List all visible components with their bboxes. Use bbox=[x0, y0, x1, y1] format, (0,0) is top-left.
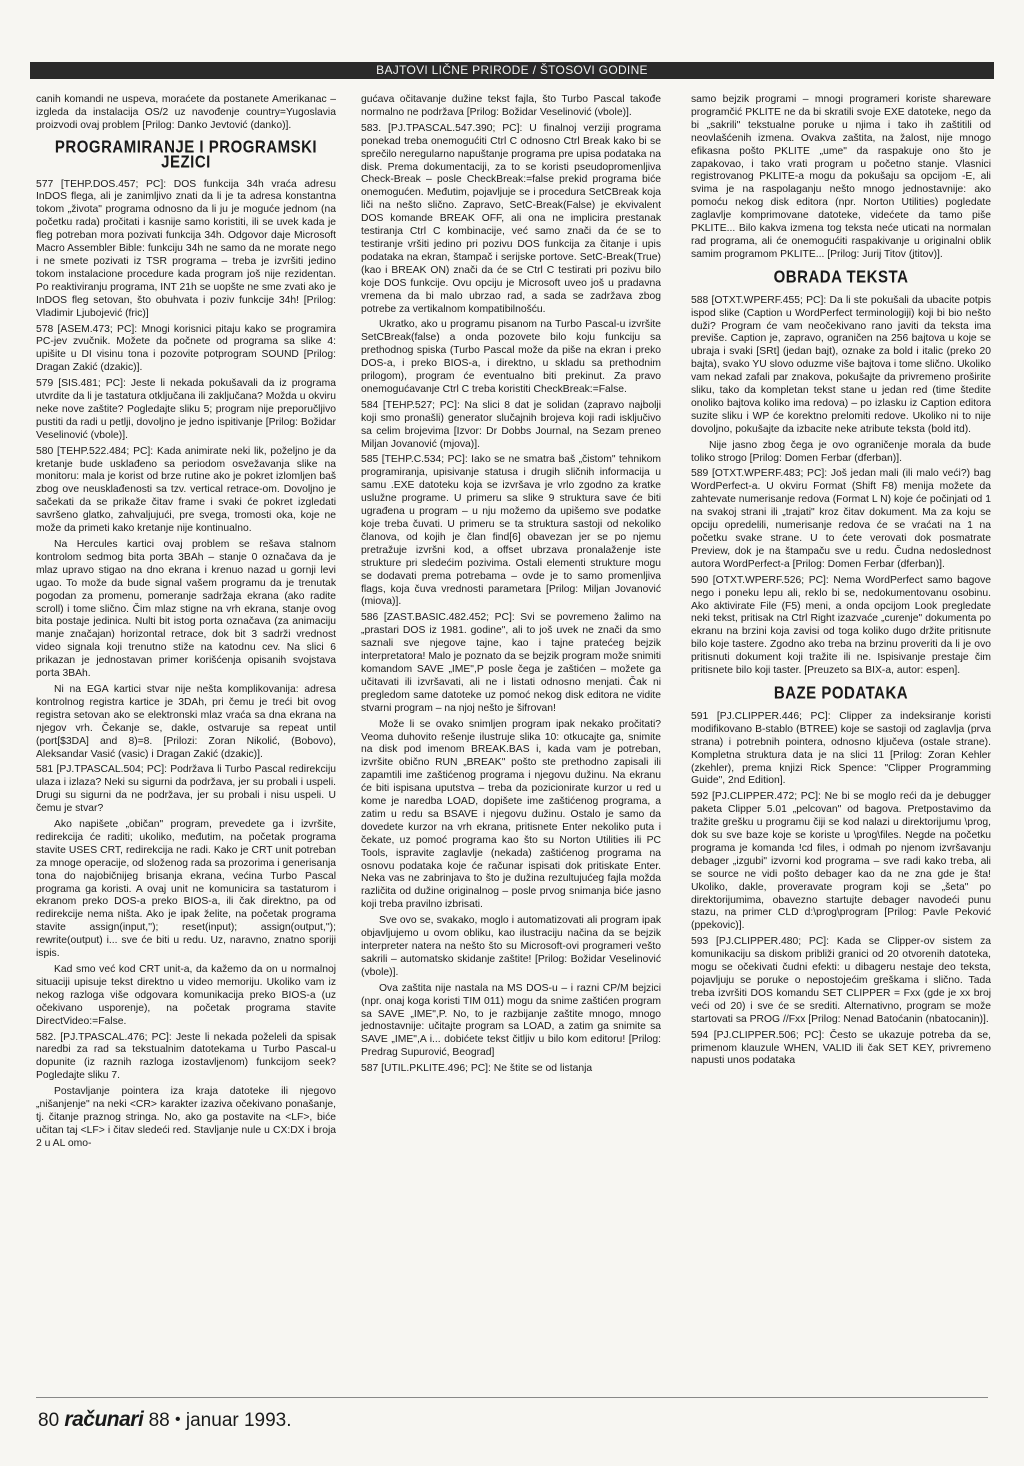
issue-number: 88 bbox=[148, 1410, 170, 1431]
paragraph: 588 [OTXT.WPERF.455; PC]: Da li ste pokušali da ubacite potpis ispod slike (Caption u WordPerfect terminologiji) koji bi bio nešto duži? Program će vam neočekivano rano javiti da teksta ima previše. Caption je, zapravo, ograničen na 256 bajtova u koje se ubraja i svaki [SRt] (jedan bajt), oznake za bold i italic (preko 20 bajta), svako YU slovo oduzme više bajtova i tome slično. Ukoliko vam nekad zafali par znakova, pokušajte da privremeno proširite sliku, tako da kompletan tekst stane u jedan red (time štedite onoliko bajtova koliko ima redova) – po izlasku iz Caption editora suzite sliku i WP će korektno prelomiti redove. Ukoliko ni to nije dovoljno, pokušajte da izbacite neke atribute teksta (bold itd). bbox=[691, 294, 991, 435]
column-3 bbox=[691, 94, 991, 1071]
paragraph: 581 [PJ.TPASCAL.504; PC]: Podržava li Turbo Pascal redirekciju ulaza i izlaza? Neki su sigurni da podržava, jer su probali i uspeli. Drugi su sigurni da ne podržava, jer su probali i nisu uspeli. U čemu je stvar? bbox=[36, 764, 336, 815]
paragraph: 586 [ZAST.BASIC.482.452; PC]: Svi se povremeno žalimo na „prastari DOS iz 1981. godine", ali to još uvek ne znači da smo saznali sve njegove tajne, kao i tajne pratećeg bejzik interpretatora! Malo je poznato da se bejzik program može snimiti komandom SAVE „IME",P posle čega je zaštićen – možete ga učitavati ili izvršavati, ali ne i listati odnosno menjati. Čak ni pregledom same datoteke uz pomoć nekog disk editora ne vidite stvarni program – na njoj nešto je šifrovan! bbox=[361, 612, 661, 714]
paragraph: 594 [PJ.CLIPPER.506; PC]: Često se ukazuje potreba da se, primenom klauzule WHEN, VALID ili čak SET KEY, privremeno napusti unos podataka bbox=[691, 1029, 991, 1067]
paragraph: Ni na EGA kartici stvar nije nešta komplikovanija: adresa kontrolnog registra kartice je 3DAh, pri čemu je treći bit ovog registra setovan ako se elektronski mlaz vraća sa dna ekrana na njegov vrh. Čekanje se, dakle, ostvaruje sa repeat until (port[$3DA] and 8)=8. [Prilozi: Zoran Nikolić, (Bobovo), Aleksandar Vasić (vasic) i Dragan Zakić (dzakic)]. bbox=[36, 683, 336, 760]
paragraph: Može li se ovako snimljen program ipak nekako pročitati? Veoma duhovito rešenje ilustruje slika 10: otkucajte ga, snimite na disk pod imenom BREAK.BAS i, kada vam je potreban, izvršite obično RUN „BREAK" pošto ste prethodno zapisali ili zapamtili ime zaštićenog programa i njegovu dužinu. Na ekranu će biti ispisana uputstva – treba da pozicionirate kurzor u red u kome je naredba LOAD, dopišete ime zaštićenog programa, a zatim u redu sa BSAVE i njegovu dužinu. Ostalo je samo da dovedete kurzor na vrh ekrana, pritisnete Enter nekoliko puta i čekate, uz pomoć programa kao što su Norton Utilities ili PC Tools, ispravite zaglavlje (nekada) zaštićenog programa na osnovu podataka koje će računar ispisati dok pritiskate Enter. Neka vas ne zabrinjava to što je dužina rezultujućeg fajla možda različita od dužine originalnog – posle prvog snimanja biće jasno koji treba pravilno izbrisati. bbox=[361, 718, 661, 911]
paragraph: 578 [ASEM.473; PC]: Mnogi korisnici pitaju kako se programira PC-jev zvučnik. Možete da počnete od programa sa slike 4: upišite u DI visinu tona i pozovite potprogram SOUND [Prilog: Dragan Zakić (dzakic)]. bbox=[36, 323, 336, 374]
paragraph: Kad smo već kod CRT unit-a, da kažemo da on u normalnoj situaciji upisuje tekst direktno u video memoriju. Ukoliko vam iz nekog razloga više odgovara komunikacija preko BIOS-a (uz očekivano usporenje), na početak programa stavite DirectVideo:=False. bbox=[36, 964, 336, 1027]
section-heading-obrada-teksta: OBRADA TEKSTA bbox=[773, 267, 909, 287]
paragraph: 589 [OTXT.WPERF.483; PC]: Još jedan mali (ili malo veći?) bag WordPerfect-a. U okviru Format (Shift F8) menija možete da zahtevate numerisanje redova (Format L N) koje će počinjati od 1 na svakoj strani ili „trajati" kroz čitav dokument. Ma za koju se opciju opredelili, numerisanje redova će se vraćati na 1 na početku svake strane. U to ćete verovati dok posmatrate Preview, dok je na štampaču sve u redu. Čudna nedoslednost autora WordPerfect-a [Prilog: Domen Ferbar (dferban)]. bbox=[691, 468, 991, 570]
paragraph: 592 [PJ.CLIPPER.472; PC]: Ne bi se moglo reći da je debugger paketa Clipper 5.01 „pelcovan" od bagova. Pretpostavimo da tražite grešku u programu čiji se kod nalazi u direktorijumu \prog, dok su sve baze koje se koriste u \prog\files. Negde na početku programa je komanda !cd files, i odmah po njenom izvršavanju debager „izgubi" izvorni kod programa – sve radi kako treba, ali se source ne vidi pošto debager kao da ne zna gde je šta! Ukoliko, dakle, proveravate program koji se „šeta" po direktorijumima, obavezno startujte debager navodeći punu stazu, na primer CLD d:\prog\program [Prilog: Pavle Peković (ppekovic)]. bbox=[691, 791, 991, 932]
paragraph: canih komandi ne uspeva, moraćete da postanete Amerikanac – izgleda da instalacija OS/2 uz navođenje country=Yugoslavia proizvodi ovaj problem [Prilog: Danko Jevtović (danko)]. bbox=[36, 94, 336, 131]
page-number: 80 bbox=[38, 1410, 60, 1431]
paragraph: 593 [PJ.CLIPPER.480; PC]: Kada se Clipper-ov sistem za komunikaciju sa diskom približi granici od 20 otvorenih datoteka, mogu se očekivati čudni efekti: u dibageru nestaje deo teksta, pojavljuju se poruke o nepostojećim greškama i slično. Tada treba izvršiti DOS komandu SET CLIPPER = Fxx (gde je xx broj veći od 20) i sve će se srediti. Alternativno, program se može startovati sa PROG //Fxx [Prilog: Nenad Batoćanin (nbatocanin)]. bbox=[691, 936, 991, 1025]
paragraph: Na Hercules kartici ovaj problem se rešava stalnom kontrolom sedmog bita porta 3BAh – stanje 0 označava da je mlaz upravo stigao na dno ekrana i krenuo nazad u gornji levi ugao. To može da bude signal vašem programu da je trenutak pogodan za promenu, pomeranje sadržaja ekrana (ako radite scroll) i tome slično. Čim mlaz stigne na vrh ekrana, stanje ovog bita postaje jedinica. Nulti bit istog porta označava (za animaciju manje značajan) horizontal retrace, dok bit 3 sadrži vrednost video signala koji trenutno stiže na katodnu cev. Na slici 6 prikazan je jednostavan primer korišćenja opisanih svojstava porta 3BAh. bbox=[36, 539, 336, 680]
page-footer bbox=[38, 1408, 292, 1432]
section-heading-baze-podataka: BAZE PODATAKA bbox=[773, 683, 909, 704]
paragraph: 582. [PJ.TPASCAL.476; PC]: Jeste li nekada poželeli da spisak naredbi za rad sa tekstualnim datotekama u Turbo Pascal-u dopunite (iz raznih razloga izostavljenom) funkcijom seek? Pogledajte sliku 7. bbox=[36, 1031, 336, 1082]
paragraph: 577 [TEHP.DOS.457; PC]: DOS funkcija 34h vraća adresu InDOS flega, ali je zanimljivo znati da li je ta adresa konstantna tokom „života" programa odnosno da li ju je moguće jednom (na početku rada) pročitati i kasnije samo koristiti, ili se uvek kada je fleg potreban mora pozivati funkcija 34h. Odgovor daje Microsoft Macro Assembler Bible: funkciju 34h ne samo da ne morate nego i ne smete pozivati iz TSR programa – treba je izvršiti jedino tokom instalacione procedure kada program još nije rezidentan. Po reaktiviranju programa, INT 21h se uopšte ne sme zvati ako je InDOS fleg setovan, što obuhvata i poziv funkcije 34h! [Prilog: Vladimir Ljubojević (fric)] bbox=[36, 178, 336, 319]
paragraph: Postavljanje pointera iza kraja datoteke ili njegovo „nišanjenje" na neki <CR> karakter izaziva očekivano ponašanje, tj. čitanje praznog stringa. No, ako ga postavite na <LF>, biće učitan taj <LF> i čitav sledeći red. Stavljanje nule u CX:DX i broja 2 u AL omo- bbox=[36, 1086, 336, 1149]
issue-date: januar 1993. bbox=[185, 1410, 292, 1431]
paragraph: 584 [TEHP.527; PC]: Na slici 8 dat je solidan (zapravo najbolji koji smo pronašli) generator slučajnih brojeva koji radi isključivo sa celim brojevima [Izvor: Dr Dobbs Journal, na Sezam preneo Miljan Jovanović (mjova)]. bbox=[361, 399, 661, 450]
paragraph: 590 [OTXT.WPERF.526; PC]: Nema WordPerfect samo bagove nego i poneku lepu ali, reklo bi se, nedokumentovanu osobinu. Ako aktivirate File (F5) meni, a onda opcijom Look pregledate neki tekst, pritisak na Ctrl Right izazvaće „curenje" dokumenta po ekranu na brzini koja zavisi od toga koliko dugo držite pritisnute bilo koje tastere. Zgodno ako treba na brzinu proveriti da li je ovo pritisnuti dokument koji tražite ili ne. Ispisivanje prestaje čim pritisnete bilo koji taster. [Preuzeto sa BIX-a, autor: espen]. bbox=[691, 574, 991, 677]
paragraph: Ukratko, ako u programu pisanom na Turbo Pascal-u izvršite SetCBreak(false) a onda pozovete bilo koju funkciju sa prethodnog spiska (Turbo Pascal može da piše na ekran i preko DOS-a, i preko BIOS-a, i direktno, u skladu sa prethodnim prilogom), program će eventualno biti prekinut. Za pravo onemogućavanje Ctrl C treba koristiti CheckBreak:=False. bbox=[361, 319, 661, 395]
paragraph: gućava očitavanje dužine tekst fajla, što Turbo Pascal takođe normalno ne podržava [Prilog: Božidar Veselinović (vbole)]. bbox=[361, 94, 661, 118]
paragraph: Ova zaštita nije nastala na MS DOS-u – i razni CP/M bejzici (npr. onaj koga koristi TIM 011) mogu da snime zaštićen program sa SAVE „IME",P. No, to je razbijanje zaštite mnogo, mnogo jednostavnije: učitajte program sa LOAD, a zatim ga snimite sa SAVE „IME",A i... dobićete tekst čitljiv u bilo kom editoru! [Prilog: Predrag Supurović, Beograd] bbox=[361, 982, 661, 1059]
section-heading-programiranje: PROGRAMIRANJE I PROGRAMSKI JEZICI bbox=[54, 137, 318, 172]
paragraph: 585 [TEHP.C.534; PC]: Iako se ne smatra baš „čistom" tehnikom programiranja, upisivanje statusa i drugih sličnih informacija u samu .EXE datoteku koja se izvršava je vrlo zgodno za kratke uslužne programe. U primeru sa slike 9 struktura save će biti ugrađena u program – u nju možemo da upišemo sve podatke koje treba čuvati. U primeru se ta struktura sastoji od nekoliko članova, od kojih je član find[6] obavezan jer se po njemu pretražuje izvršni kod, a offset ubrzava pronalaženje iste strukture pri sledećim pozivima. Ostali elementi strukture mogu se dodavati prema potrebama – ovde je to samo promenljiva flags, koja čuva vrednosti parametara [Prilog: Miljan Jovanović (miova)]. bbox=[361, 454, 661, 608]
paragraph: 587 [UTIL.PKLITE.496; PC]: Ne štite se od listanja bbox=[361, 1063, 593, 1075]
paragraph: 591 [PJ.CLIPPER.446; PC]: Clipper za indeksiranje koristi modifikovano B-stablo (BTREE) koje se sastoji od zaglavlja (prva strana) i potrebnih pointera, odnosno ključeva (ostale strane). Kompletna struktura data je na slici 11 [Prilog: Zoran Kehler (zkehler), prema knjizi Rick Spence: "Clipper Programming Guide", 2nd Edition]. bbox=[691, 710, 991, 787]
column-1 bbox=[36, 94, 336, 1154]
paragraph: samo bejzik programi – mnogi programeri koriste shareware programčić PKLITE ne da bi skratili svoje EXE datoteke, nego da bi „sakrili" tekstualne poruke u njima i tako ih zaštitili od neovlašćenih izmena. Ovakva zaštita, na žalost, nije mnogo efikasna pošto PKLITE „ume" da raspakuje ono što je zapakovao, i tako vrati program u početno stanje. Vlasnici registrovanog PKLITE-a mogu da pokušaju sa opcijom -E, ali svima je na raspolaganju nešto mnogo jednostavnije: ako pomoću nekog disk editora (npr. Norton Utilities) pogledate zaglavlje komprimovane datoteke, videćete da tamo piše PKLITE... Bilo kakva izmena tog teksta neće uticati na normalan rad programa, ali će onemogućiti raspakivanje u originalni oblik samim programom PKLITE... [Prilog: Jurij Titov (jtitov)]. bbox=[691, 94, 991, 260]
paragraph: Ako napišete „običan" program, prevedete ga i izvršite, redirekcija će raditi; ukoliko, međutim, na početak programa stavite USES CRT, redirekcija ne radi. Kako je CRT unit potreban za mnoge operacije, od složenog rada sa prozorima i generisanja tona do najobičnijeg brisanja ekrana, većina Turbo Pascal programa ga koristi. A ovaj unit ne komunicira sa tastaturom i ekranom preko DOS-a preko BIOS-a, ili čak direktno, pa od redirekcije nema ništa. Ako je ipak želite, na početak programa stavite assign(input,''); reset(input); assign(output,''); rewrite(output) i... sve će biti u redu. Uz, naravno, znatno sporiji ispis. bbox=[36, 819, 336, 960]
paragraph: 579 [SIS.481; PC]: Jeste li nekada pokušavali da iz programa utvrdite da li je tastatura otključana ili zaključana? Možda u okviru neke nove zaštite? Pogledajte sliku 5; program nije preporučljivo pustiti da radi u petlji, dovoljno je jedno ispitivanje [Prilog: Božidar Veselinović (vbole)]. bbox=[36, 378, 336, 441]
paragraph: Nije jasno zbog čega je ovo ograničenje morala da bude toliko strogo [Prilog: Domen Ferbar (dferban)]. bbox=[691, 439, 991, 464]
paragraph: 580 [TEHP.522.484; PC]: Kada animirate neki lik, poželjno je da kretanje bude usklađeno sa periodom osvežavanja slike na monitoru: mala je korist od brze rutine ako je pokret izlomljen baš zbog ove neusklađenosti sa tzv. vertical retrace-om. Dovoljno je sačekati da se prikaže čitav frame i svaki će pokret izgledati savršeno glatko, zahvaljujući, pre svega, tromosti oka, koje ne može da primeti kako kretanje nije kontinualno. bbox=[36, 445, 336, 535]
footer-bullet: • bbox=[175, 1411, 181, 1428]
paragraph: 583. [PJ.TPASCAL.547.390; PC]: U finalnoj verziji programa ponekad treba onemogućiti Ctrl C odnosno Ctrl Break kako bi se sprečilo neregularno napuštanje programa pre upisa podataka na disk. Prema dokumentaciji, za to se koristi pseudopromenljiva Check-Break – posle CheckBreak:=false prekid programa biće onemogućen. Međutim, pojavljuje se i procedura SetCBreak koja liči na nešto slično. Zapravo, SetC-Break(False) je ekvivalent DOS komande BREAK OFF, ali ona ne implicira prestanak testiranja Ctrl C kombinacije, već samo znači da će se to testiranje vršiti jedino pri pozivu DOS funkcija za čitanje i upis podataka na ekran, štampač i serijske portove. SetC-Break(True) (kao i BREAK ON) znači da će se Ctrl C testirati pri pozivu bilo koje DOS funkcije. Ovu opciju je Microsoft uveo još u pradavna vremena da bi malo ubrzao rad, a sada se zadržava zbog potrebe za vertikalnom kompatibilnošću. bbox=[361, 122, 661, 315]
section-header-title: BAJTOVI LIČNE PRIRODE / ŠTOSOVI GODINE bbox=[376, 63, 648, 77]
section-header-bar bbox=[30, 62, 994, 79]
magazine-name: računari bbox=[64, 1408, 144, 1431]
column-2 bbox=[361, 94, 661, 1079]
footer-rule bbox=[36, 1397, 988, 1398]
paragraph: Sve ovo se, svakako, moglo i automatizovati ali program ipak objavljujemo u ovom obliku, kao ilustraciju načina da se bejzik interpreter natera na nešto što su Microsoft-ovi programeri vešto sakrili – automatsko skidanje zaštite! [Prilog: Božidar Veselinović (vbole)]. bbox=[361, 915, 661, 978]
